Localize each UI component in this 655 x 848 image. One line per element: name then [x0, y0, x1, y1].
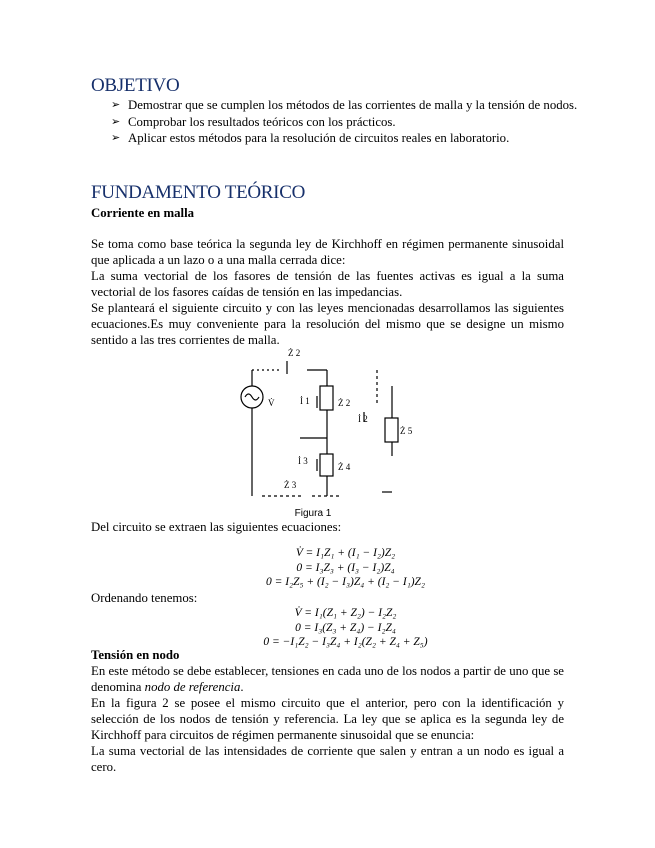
- mesh-current-title: Corriente en malla: [91, 206, 195, 220]
- bullet-text: Aplicar estos métodos para la resolución de circuitos reales en laboratorio.: [128, 131, 510, 145]
- label-z5: Ż 5: [400, 426, 413, 436]
- label-z2-top: Ż 2: [288, 348, 301, 358]
- equation: 0 = −I₁Z₂ − I₃Z₄ + I₂(Z₂ + Z₄ + Z₅): [263, 636, 428, 648]
- paragraph: [91, 663, 564, 695]
- impedance-z5: [385, 418, 398, 442]
- figure-caption: Figura 1: [294, 508, 332, 519]
- equation: 0 = I₃(Z₃ + Z₄) − I₂Z₄: [295, 621, 396, 634]
- node-voltage-title: Tensión en nodo: [91, 648, 180, 662]
- label-v: V̇: [268, 398, 275, 408]
- arrow-bullet-icon: ➢: [111, 115, 121, 128]
- list-item: [108, 97, 578, 113]
- eq-intro: Del circuito se extraen las siguientes ecuaciones:: [91, 520, 342, 534]
- objective-list: [108, 97, 578, 147]
- impedance-z4: [320, 454, 333, 476]
- equation-block-2: [18, 606, 655, 650]
- equation-block-1: [18, 546, 655, 590]
- arrow-bullet-icon: ➢: [111, 132, 121, 144]
- list-item: [108, 114, 578, 130]
- equation: 0 = I₂Z₅ + (I₂ − I₃)Z₄ + (I₂ − I₁)Z₂: [266, 576, 425, 588]
- arrow-bullet-icon: ➢: [111, 99, 121, 111]
- label-z4: Ż 4: [338, 462, 351, 472]
- impedance-z2: [320, 386, 333, 410]
- label-i2: İ 2: [358, 414, 368, 424]
- equation: 0 = I₃Z₃ + (I₃ − I₂)Z₄: [296, 561, 395, 574]
- label-z2-mid: Ż 2: [338, 398, 351, 408]
- equation: V̇ = I₁(Z₁ + Z₂) − I₂Z₂: [294, 607, 397, 619]
- label-i3: İ 3: [298, 456, 308, 466]
- label-i1: İ 1: [300, 396, 310, 406]
- paragraph-text: En este método se debe establecer, tensiones en cada uno de los nodos a partir de uno que se denomina: [91, 664, 564, 694]
- paragraph-text: .: [240, 680, 244, 694]
- bullet-text: Demostrar que se cumplen los métodos de las corrientes de malla y la tensión de nodos.: [128, 98, 578, 112]
- node-paragraphs: [91, 663, 564, 775]
- paragraph: La suma vectorial de los fasores de tensión de las fuentes activas es igual a la suma vectorial de los fasores caídas de tensión en las impedancias.: [91, 269, 564, 299]
- label-z3: Ż 3: [284, 480, 297, 490]
- paragraph: Se planteará el siguiente circuito y con las leyes mencionadas desarrollamos las siguientes ecuaciones.Es muy conveniente para la resolución del mismo que se designe un mismo sentido a las tres corrientes de malla.: [91, 301, 564, 347]
- paragraph: La suma vectorial de las intensidades de corriente que salen y entran a un nodo es igual a cero.: [91, 744, 564, 774]
- objective-heading: OBJETIVO: [91, 75, 180, 96]
- fundamento-heading: FUNDAMENTO TEÓRICO: [91, 182, 305, 203]
- equation: V̇ = I₁Z₁ + (I₁ − I₂)Z₂: [295, 547, 396, 559]
- emphasis-text: nodo de referencia: [144, 680, 241, 694]
- mesh-paragraphs: [91, 236, 564, 348]
- paragraph: En la figura 2 se posee el mismo circuito que el anterior, pero con la identificación y selección de los nodos de tensión y referencia. La ley que se aplica es la segunda ley de Kirchhoff para circuitos de régimen permanente sinusoidal que se enuncia:: [91, 696, 564, 742]
- circuit-diagram: [232, 346, 422, 506]
- order-intro: Ordenando tenemos:: [91, 591, 198, 605]
- bullet-text: Comprobar los resultados teóricos con los prácticos.: [128, 114, 396, 129]
- paragraph: Se toma como base teórica la segunda ley de Kirchhoff en régimen permanente sinusoidal que aplicada a un lazo o a una malla cerrada dice:: [91, 237, 564, 267]
- list-item: [108, 130, 578, 146]
